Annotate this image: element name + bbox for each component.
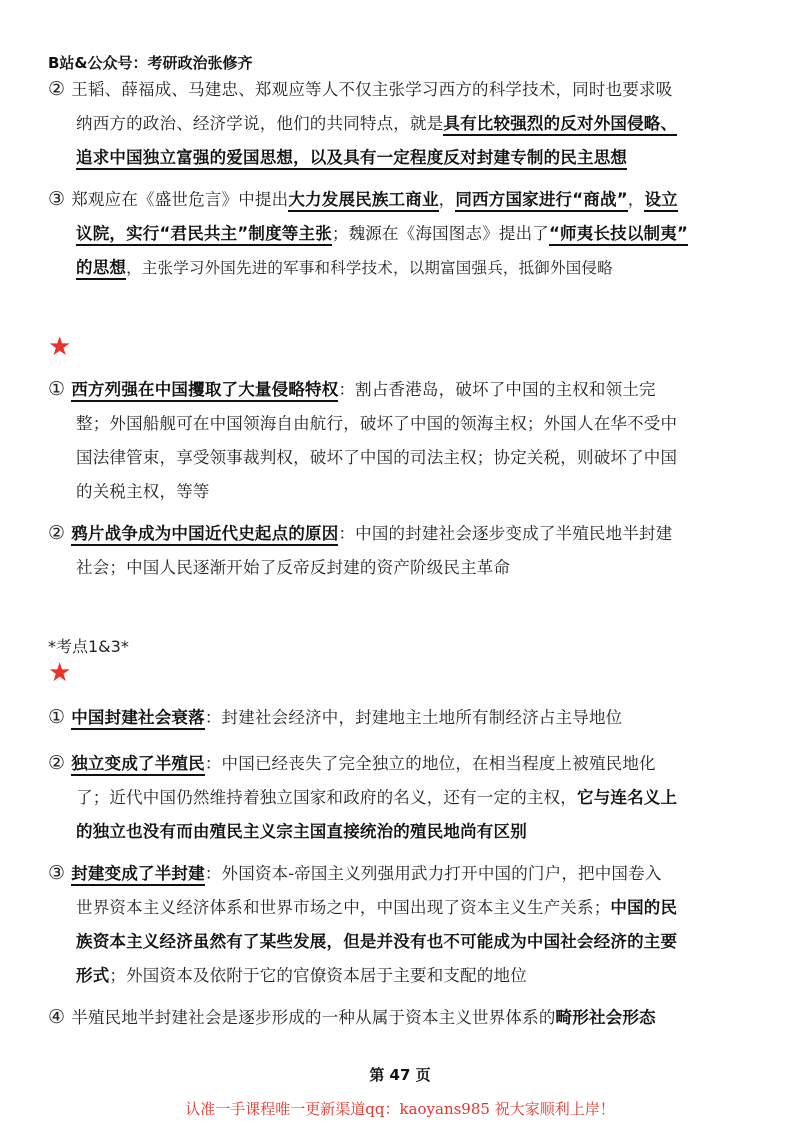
exam-point-tag: *考点1&3*	[48, 637, 129, 656]
underlined-key-phrase: 议院，实行“君民共主”制度等主张	[76, 224, 332, 246]
text: 国法律管束，享受领事裁判权，破坏了中国的司法主权；协定关税，则破坏了中国	[76, 448, 678, 467]
text: 了；近代中国仍然维持着独立国家和政府的名义，还有一定的主权，	[76, 788, 577, 807]
paragraph-semi-colonial	[48, 746, 758, 849]
paragraph-social-form	[48, 1000, 758, 1035]
bold-key-phrase: 的独立也没有而由殖民主义宗主国直接统治的殖民地尚有区别	[76, 822, 527, 841]
item-number: ③	[48, 862, 66, 884]
page-number: 第 47 页	[369, 1066, 431, 1084]
bold-key-phrase: 形式	[76, 966, 110, 985]
paragraph-reformers	[48, 72, 758, 175]
text: 的关税主权，等等	[76, 482, 210, 501]
text: ，	[438, 190, 456, 209]
underlined-key-phrase: 的思想	[76, 258, 126, 280]
text: 半殖民地半封建社会是逐步形成的一种从属于资本主义世界体系的	[71, 1008, 556, 1027]
bold-key-phrase: 畸形社会形态	[555, 1008, 656, 1027]
paragraph-semi-feudal	[48, 856, 758, 993]
item-number: ③	[48, 188, 66, 210]
text: ，主张学习外国先进的军事和科学技术，以期富国强兵，抵御外国侵略	[126, 259, 613, 277]
item-number: ②	[48, 752, 66, 774]
text: ：外国资本-帝国主义列强用武力打开中国的门户，把中国卷入	[204, 864, 662, 883]
underlined-key-phrase: 大力发展民族工商业	[288, 190, 438, 212]
text: 纳西方的政治、经济学说，他们的共同特点，就是	[76, 114, 444, 133]
item-number: ②	[48, 78, 66, 100]
text: ；外国资本及依附于它的官僚资本居于主要和支配的地位	[109, 966, 527, 985]
paragraph-privileges	[48, 372, 758, 509]
text: 世界资本主义经济体系和世界市场之中，中国出现了资本主义生产关系；	[76, 898, 611, 917]
bold-key-phrase: 它与连名义上	[577, 788, 678, 807]
underlined-key-phrase: “师夷长技以制夷”	[549, 224, 688, 246]
text: ，	[627, 190, 645, 209]
underlined-key-phrase: 封建变成了半封建	[71, 864, 205, 886]
text: 王韬、薛福成、马建忠、郑观应等人不仅主张学习西方的科学技术，同时也要求吸	[71, 80, 673, 99]
text: ：中国已经丧失了完全独立的地位，在相当程度上被殖民地化	[204, 754, 656, 773]
underlined-key-phrase: 具有比较强烈的反对外国侵略、	[443, 114, 677, 136]
bold-key-phrase: 中国的民	[610, 898, 678, 917]
item-number: ②	[48, 522, 66, 544]
underlined-key-phrase: 追求中国独立富强的爱国思想，以及具有一定程度反对封建专制的民主思想	[76, 148, 627, 170]
underlined-key-phrase: 同西方国家进行“商战”	[455, 190, 627, 212]
text: 社会；中国人民逐渐开始了反帝反封建的资产阶级民主革命	[76, 558, 511, 577]
item-number: ①	[48, 378, 66, 400]
underlined-key-phrase: 鸦片战争成为中国近代史起点的原因	[71, 524, 338, 546]
star-icon: ★	[48, 658, 72, 688]
text: 整；外国船舰可在中国领海自由航行，破坏了中国的领海主权；外国人在华不受中	[76, 414, 678, 433]
footer-notice: 认准一手课程唯一更新渠道qq：kaoyans985 祝大家顺利上岸！	[185, 1100, 615, 1118]
underlined-key-phrase: 设立	[644, 190, 677, 212]
text: ：割占香港岛，破坏了中国的主权和领土完	[338, 380, 656, 399]
star-icon: ★	[48, 332, 72, 362]
underlined-key-phrase: 独立变成了半殖民	[71, 754, 205, 776]
item-number: ④	[48, 1006, 66, 1028]
header-source: B站&公众号：考研政治张修齐	[48, 54, 253, 72]
text: ：中国的封建社会逐步变成了半殖民地半封建	[338, 524, 673, 543]
paragraph-opium-war	[48, 516, 758, 585]
text: 郑观应在《盛世危言》中提出	[71, 190, 289, 209]
paragraph-zheng-guanying	[48, 182, 758, 285]
bold-key-phrase: 族资本主义经济虽然有了某些发展，但是并没有也不可能成为中国社会经济的主要	[76, 932, 678, 951]
text: ：封建社会经济中，封建地主土地所有制经济占主导地位	[204, 708, 623, 727]
text: ；魏源在《海国图志》提出了	[331, 224, 549, 243]
underlined-key-phrase: 西方列强在中国攫取了大量侵略特权	[71, 380, 338, 402]
paragraph-feudal-decline	[48, 700, 758, 735]
underlined-key-phrase: 中国封建社会衰落	[71, 708, 205, 730]
item-number: ①	[48, 706, 66, 728]
